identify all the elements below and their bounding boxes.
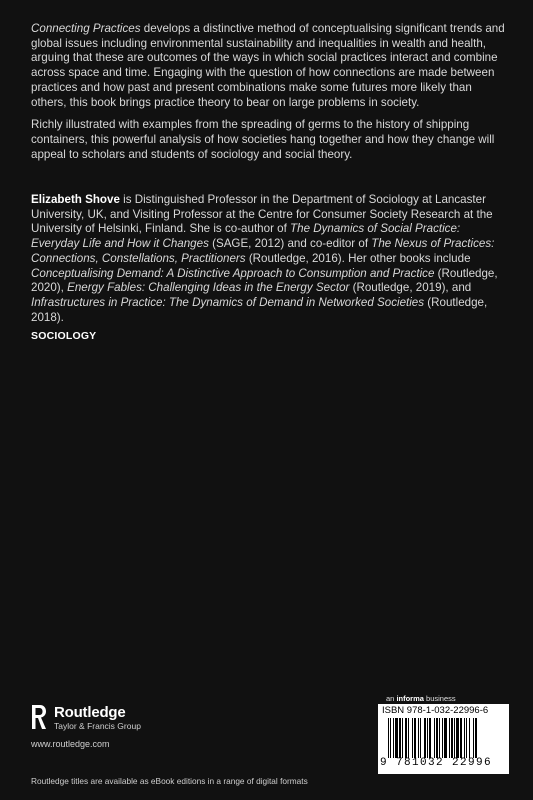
ebook-note: Routledge titles are available as eBook editions in a range of digital formats — [31, 776, 308, 786]
blurb-paragraph-1 — [31, 22, 509, 110]
barcode-bar — [439, 718, 440, 758]
informa-tagline — [386, 694, 456, 703]
barcode-bars — [388, 718, 505, 758]
bio-text: (Routledge, 2016). Her other books include — [245, 251, 471, 265]
subject-category: SOCIOLOGY — [31, 330, 97, 342]
barcode-bar — [449, 718, 450, 758]
informa-brand: informa — [396, 694, 424, 703]
publisher-name: Routledge — [54, 704, 126, 721]
barcode-bar — [442, 718, 443, 758]
routledge-logo-icon — [31, 704, 47, 730]
barcode-digits: 9 781032 22996 — [380, 757, 493, 769]
barcode-bar — [444, 718, 447, 758]
barcode-bar — [451, 718, 453, 758]
publisher-url[interactable]: www.routledge.com — [31, 739, 110, 749]
author-bio — [31, 193, 509, 325]
bio-text: (Routledge, 2019), and — [349, 281, 472, 295]
barcode-bar — [436, 718, 438, 758]
barcode-bar — [469, 718, 470, 758]
publisher-group: Taylor & Francis Group — [54, 721, 141, 731]
bio-text: (Routledge, 2018). — [31, 295, 488, 324]
bio-book-title: Infrastructures in Practice: The Dynamics of Demand in Networked Societies — [31, 295, 425, 309]
barcode-bar — [420, 718, 421, 758]
bio-book-title: The Nexus of Practices: Connections, Constellations, Practitioners — [31, 237, 495, 265]
bio-book-title: Conceptualising Demand: A Distinctive Approach to Consumption and Practice — [31, 266, 435, 280]
barcode-bar — [405, 718, 407, 758]
barcode-bar — [418, 718, 419, 758]
barcode-bar — [399, 718, 401, 758]
author-name: Elizabeth Shove — [31, 193, 120, 206]
barcode-bar — [390, 718, 391, 758]
barcode-bar — [402, 718, 403, 758]
barcode-bar — [424, 718, 426, 758]
back-cover-blurb — [31, 22, 509, 170]
barcode-bar — [434, 718, 435, 758]
book-title: Connecting Practices — [31, 22, 141, 35]
bio-text: is Distinguished Professor in the Department of Sociology at Lancaster University, UK, and Visiting Professor at the Centre for Consumer Society Research at the University of Helsinki, Finland. She is co-author of — [31, 193, 493, 236]
blurb-text: develops a distinctive method of conceptualising significant trends and global issues including environmental sustainability and inequalities in wealth and health, arguing that these are outcomes of the ways in which social practices interact and combine across space and time. Engaging with the question of how connections are made between practices and how past and present combinations make some futures more likely than others, this book brings practice theory to bear on large problems in society. — [31, 22, 505, 109]
barcode-bar — [393, 718, 394, 758]
barcode-bar — [475, 718, 477, 758]
bio-text: (Routledge, 2020), — [31, 266, 498, 295]
barcode-bar — [414, 718, 416, 758]
barcode-bar — [466, 718, 467, 758]
publisher-brand — [54, 704, 141, 731]
bio-text: (SAGE, 2012) and co-editor of — [208, 237, 372, 251]
barcode-bar — [412, 718, 413, 758]
barcode-bar — [464, 718, 465, 758]
bio-book-title: The Dynamics of Social Practice: Everyday Life and How it Changes — [31, 222, 461, 251]
barcode-bar — [388, 718, 389, 758]
informa-prefix: an — [386, 694, 397, 703]
barcode-bar — [460, 718, 462, 758]
barcode-bar — [456, 718, 459, 758]
barcode-bar — [427, 718, 428, 758]
barcode-bar — [473, 718, 474, 758]
barcode-bar — [429, 718, 431, 758]
informa-suffix: business — [423, 694, 456, 703]
bio-book-title: Energy Fables: Challenging Ideas in the Energy Sector — [67, 281, 350, 295]
barcode-bar — [454, 718, 455, 758]
barcode-bar — [408, 718, 409, 758]
isbn-barcode — [378, 704, 509, 774]
barcode-bar — [395, 718, 398, 758]
isbn-text: ISBN 978-1-032-22996-6 — [382, 705, 489, 716]
blurb-paragraph-2: Richly illustrated with examples from the spreading of germs to the history of shipping containers, this powerful analysis of how societies hang together and how they change will appeal to scholars and students of sociology and social theory. — [31, 118, 495, 161]
